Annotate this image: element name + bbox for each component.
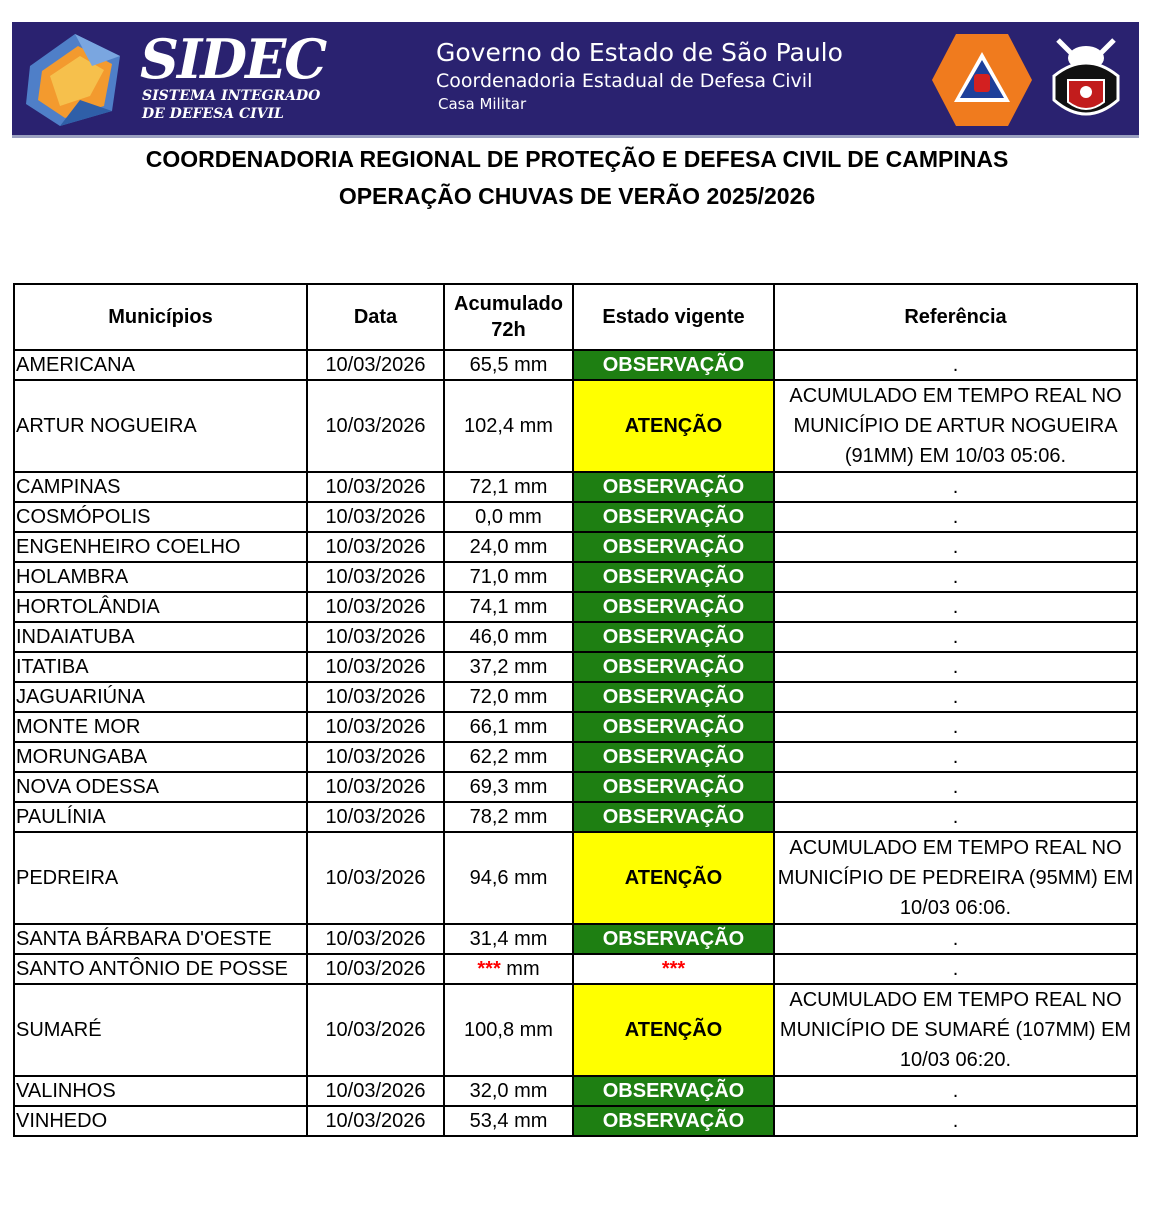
reference-cell: ACUMULADO EM TEMPO REAL NO MUNICÍPIO DE SUMARÉ (107MM) EM 10/03 06:20. [774,984,1137,1076]
reference-cell: ACUMULADO EM TEMPO REAL NO MUNICÍPIO DE PEDREIRA (95MM) EM 10/03 06:06. [774,832,1137,924]
municipio-cell: SANTA BÁRBARA D'OESTE [14,924,307,954]
reference-cell: . [774,532,1137,562]
operation-title: OPERAÇÃO CHUVAS DE VERÃO 2025/2026 [338,183,816,209]
reference-cell: . [774,954,1137,984]
municipio-cell: ENGENHEIRO COELHO [14,532,307,562]
reference-cell: . [774,472,1137,502]
date-cell: 10/03/2026 [307,742,444,772]
reference-cell: . [774,502,1137,532]
municipio-cell: PAULÍNIA [14,802,307,832]
status-badge: OBSERVAÇÃO [573,742,774,772]
report-title: COORDENADORIA REGIONAL DE PROTEÇÃO E DEFESA CIVIL DE CAMPINAS [145,146,1009,172]
date-cell: 10/03/2026 [307,592,444,622]
municipio-cell: COSMÓPOLIS [14,502,307,532]
date-cell: 10/03/2026 [307,954,444,984]
table-row [14,772,1137,802]
municipio-cell: JAGUARIÚNA [14,682,307,712]
header-municipios: Municípios [14,284,307,350]
reference-cell: . [774,924,1137,954]
header-acumulado-line1: Acumulado [454,293,563,315]
civil-defense-emblem-icon [930,30,1034,130]
reference-cell: . [774,802,1137,832]
header-acumulado [444,284,573,350]
municipio-cell: MONTE MOR [14,712,307,742]
government-coordination: Coordenadoria Estadual de Defesa Civil [436,70,813,92]
table-row [14,984,1137,1076]
brand-subtitle-1: SISTEMA INTEGRADO [142,88,321,104]
government-casa-militar: Casa Militar [438,95,527,113]
date-cell: 10/03/2026 [307,562,444,592]
date-cell: 10/03/2026 [307,472,444,502]
rainfall-cell: 74,1 mm [444,592,573,622]
rainfall-cell: 78,2 mm [444,802,573,832]
municipio-cell: NOVA ODESSA [14,772,307,802]
sidec-logo-icon [20,26,135,134]
reference-cell: . [774,1076,1137,1106]
status-badge: OBSERVAÇÃO [573,592,774,622]
rainfall-cell: 53,4 mm [444,1106,573,1136]
date-cell: 10/03/2026 [307,682,444,712]
table-row [14,532,1137,562]
rainfall-cell: 46,0 mm [444,622,573,652]
header-estado: Estado vigente [573,284,774,350]
rainfall-cell: 72,0 mm [444,682,573,712]
date-cell: 10/03/2026 [307,1106,444,1136]
status-badge: OBSERVAÇÃO [573,682,774,712]
date-cell: 10/03/2026 [307,984,444,1076]
table-row [14,832,1137,924]
rainfall-cell: 62,2 mm [444,742,573,772]
reference-cell: . [774,622,1137,652]
table-row [14,742,1137,772]
brand-name: SIDEC [140,27,326,91]
rainfall-table [13,283,1138,1137]
rainfall-cell: 94,6 mm [444,832,573,924]
reference-cell: . [774,592,1137,622]
table-row [14,472,1137,502]
municipio-cell: ARTUR NOGUEIRA [14,380,307,472]
table-row [14,502,1137,532]
rainfall-cell: 0,0 mm [444,502,573,532]
date-cell: 10/03/2026 [307,622,444,652]
date-cell: 10/03/2026 [307,772,444,802]
rainfall-cell: 31,4 mm [444,924,573,954]
status-badge: OBSERVAÇÃO [573,802,774,832]
rainfall-cell: 66,1 mm [444,712,573,742]
reference-cell: . [774,742,1137,772]
table-row [14,712,1137,742]
rainfall-cell: 32,0 mm [444,1076,573,1106]
status-badge: *** [573,954,774,984]
rainfall-unit: mm [506,958,540,980]
reference-cell: . [774,350,1137,380]
status-badge: OBSERVAÇÃO [573,472,774,502]
municipio-cell: INDAIATUBA [14,622,307,652]
date-cell: 10/03/2026 [307,502,444,532]
table-row [14,954,1137,984]
municipio-cell: HOLAMBRA [14,562,307,592]
table-header-row [14,284,1137,350]
rainfall-cell: 100,8 mm [444,984,573,1076]
municipio-cell: MORUNGABA [14,742,307,772]
table-row [14,1076,1137,1106]
date-cell: 10/03/2026 [307,924,444,954]
status-badge: ATENÇÃO [573,380,774,472]
municipio-cell: VALINHOS [14,1076,307,1106]
rainfall-cell: 72,1 mm [444,472,573,502]
header-referencia: Referência [774,284,1137,350]
status-badge: OBSERVAÇÃO [573,924,774,954]
header-acumulado-line2: 72h [491,319,526,341]
municipio-cell: VINHEDO [14,1106,307,1136]
status-badge: OBSERVAÇÃO [573,712,774,742]
brand-subtitle-2: DE DEFESA CIVIL [142,106,284,122]
table-row [14,622,1137,652]
rainfall-cell [444,954,573,984]
date-cell: 10/03/2026 [307,380,444,472]
status-badge: OBSERVAÇÃO [573,502,774,532]
reference-cell: . [774,1106,1137,1136]
date-cell: 10/03/2026 [307,832,444,924]
date-cell: 10/03/2026 [307,802,444,832]
status-badge: ATENÇÃO [573,832,774,924]
date-cell: 10/03/2026 [307,350,444,380]
status-badge: OBSERVAÇÃO [573,652,774,682]
reference-cell: . [774,562,1137,592]
status-badge: OBSERVAÇÃO [573,562,774,592]
reference-cell: . [774,652,1137,682]
missing-value-mark: *** [477,958,501,980]
reference-cell: . [774,682,1137,712]
status-badge: OBSERVAÇÃO [573,532,774,562]
municipio-cell: ITATIBA [14,652,307,682]
rainfall-cell: 69,3 mm [444,772,573,802]
status-badge: OBSERVAÇÃO [573,622,774,652]
rainfall-cell: 37,2 mm [444,652,573,682]
table-row [14,380,1137,472]
rainfall-cell: 102,4 mm [444,380,573,472]
rainfall-cell: 24,0 mm [444,532,573,562]
date-cell: 10/03/2026 [307,1076,444,1106]
date-cell: 10/03/2026 [307,712,444,742]
status-badge: OBSERVAÇÃO [573,1076,774,1106]
table-row [14,924,1137,954]
reference-cell: . [774,712,1137,742]
municipio-cell: SANTO ANTÔNIO DE POSSE [14,954,307,984]
government-title: Governo do Estado de São Paulo [436,38,843,67]
municipio-cell: CAMPINAS [14,472,307,502]
municipio-cell: AMERICANA [14,350,307,380]
table-row [14,802,1137,832]
table-row [14,652,1137,682]
date-cell: 10/03/2026 [307,532,444,562]
table-row [14,682,1137,712]
municipio-cell: SUMARÉ [14,984,307,1076]
status-badge: OBSERVAÇÃO [573,350,774,380]
table-row [14,350,1137,380]
municipio-cell: HORTOLÂNDIA [14,592,307,622]
header-banner [12,22,1139,138]
table-row [14,592,1137,622]
status-badge: OBSERVAÇÃO [573,772,774,802]
rainfall-cell: 65,5 mm [444,350,573,380]
municipio-cell: PEDREIRA [14,832,307,924]
status-badge: ATENÇÃO [573,984,774,1076]
table-row [14,562,1137,592]
status-badge: OBSERVAÇÃO [573,1106,774,1136]
header-data: Data [307,284,444,350]
rainfall-cell: 71,0 mm [444,562,573,592]
reference-cell: . [774,772,1137,802]
military-crest-icon [1044,30,1128,130]
date-cell: 10/03/2026 [307,652,444,682]
table-row [14,1106,1137,1136]
reference-cell: ACUMULADO EM TEMPO REAL NO MUNICÍPIO DE ARTUR NOGUEIRA (91MM) EM 10/03 05:06. [774,380,1137,472]
